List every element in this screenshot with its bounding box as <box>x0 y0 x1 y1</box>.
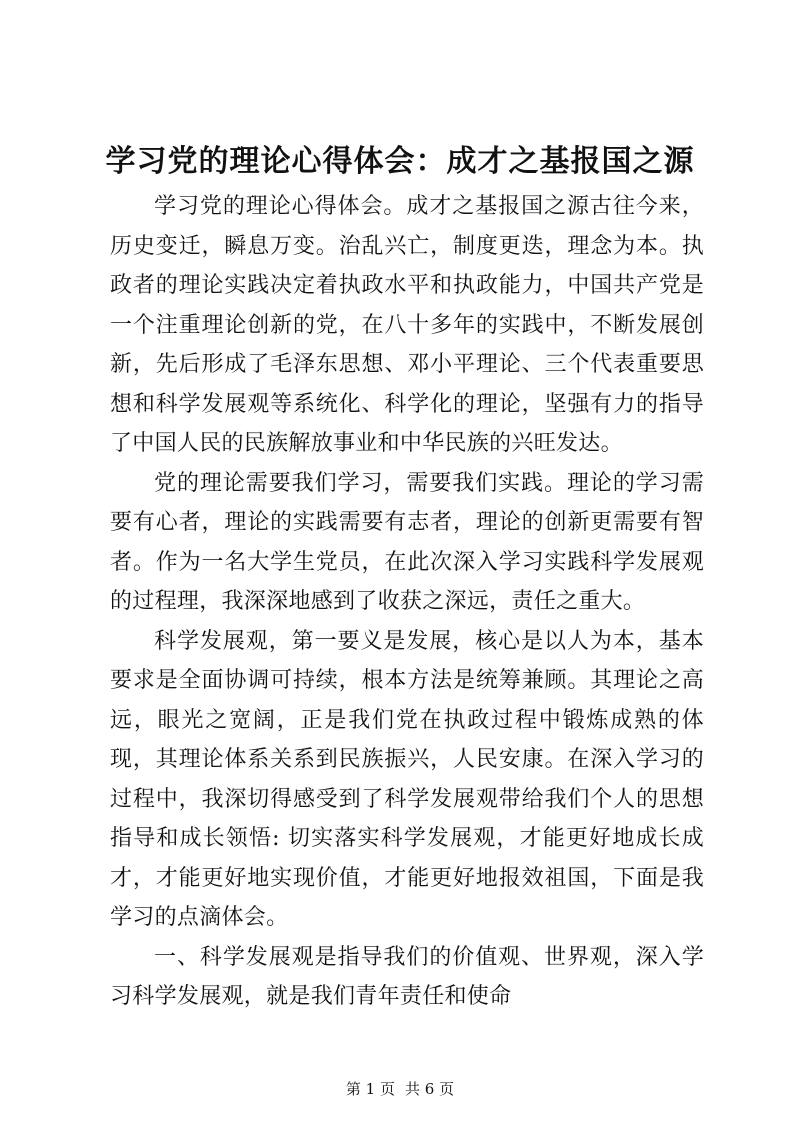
paragraph-1: 学习党的理论心得体会。成才之基报国之源古往今来，历史变迁，瞬息万变。治乱兴亡，制度更迭，理念为本。执政者的理论实践决定着执政水平和执政能力，中国共产党是一个注重理论创新的党，在八十多年的实践中，不断发展创新，先后形成了毛泽东思想、邓小平理论、三个代表重要思想和科学发展观等系统化、科学化的理论，坚强有力的指导了中国人民的民族解放事业和中华民族的兴旺发达。 <box>110 194 704 456</box>
page-number: 第 1 页 <box>345 1080 395 1098</box>
paragraph-3: 科学发展观，第一要义是发展，核心是以人为本，基本要求是全面协调可持续，根本方法是统筹兼顾。其理论之高远，眼光之宽阔，正是我们党在执政过程中锻炼成熟的体现，其理论体系关系到民族振兴，人民安康。在深入学习的过程中，我深切得感受到了科学发展观带给我们个人的思想指导和成长领悟: 切实落实科学发展观，才能更好地成长成才，才能更好地实现价值，才能更好地报效祖国，下面是我学习的点滴体会。 <box>110 628 704 930</box>
paragraph-2: 党的理论需要我们学习，需要我们实践。理论的学习需要有心者，理论的实践需要有志者，理论的创新更需要有智者。作为一名大学生党员，在此次深入学习实践科学发展观的过程理，我深深地感到了收获之深远，责任之重大。 <box>110 470 704 614</box>
page-total: 共 6 页 <box>405 1080 455 1098</box>
paragraph-4: 一、科学发展观是指导我们的价值观、世界观，深入学习科学发展观，就是我们青年责任和使命 <box>110 944 704 1009</box>
document-title: 学习党的理论心得体会：成才之基报国之源 <box>105 144 695 179</box>
page-footer <box>0 1078 800 1099</box>
document-body <box>110 187 704 1017</box>
